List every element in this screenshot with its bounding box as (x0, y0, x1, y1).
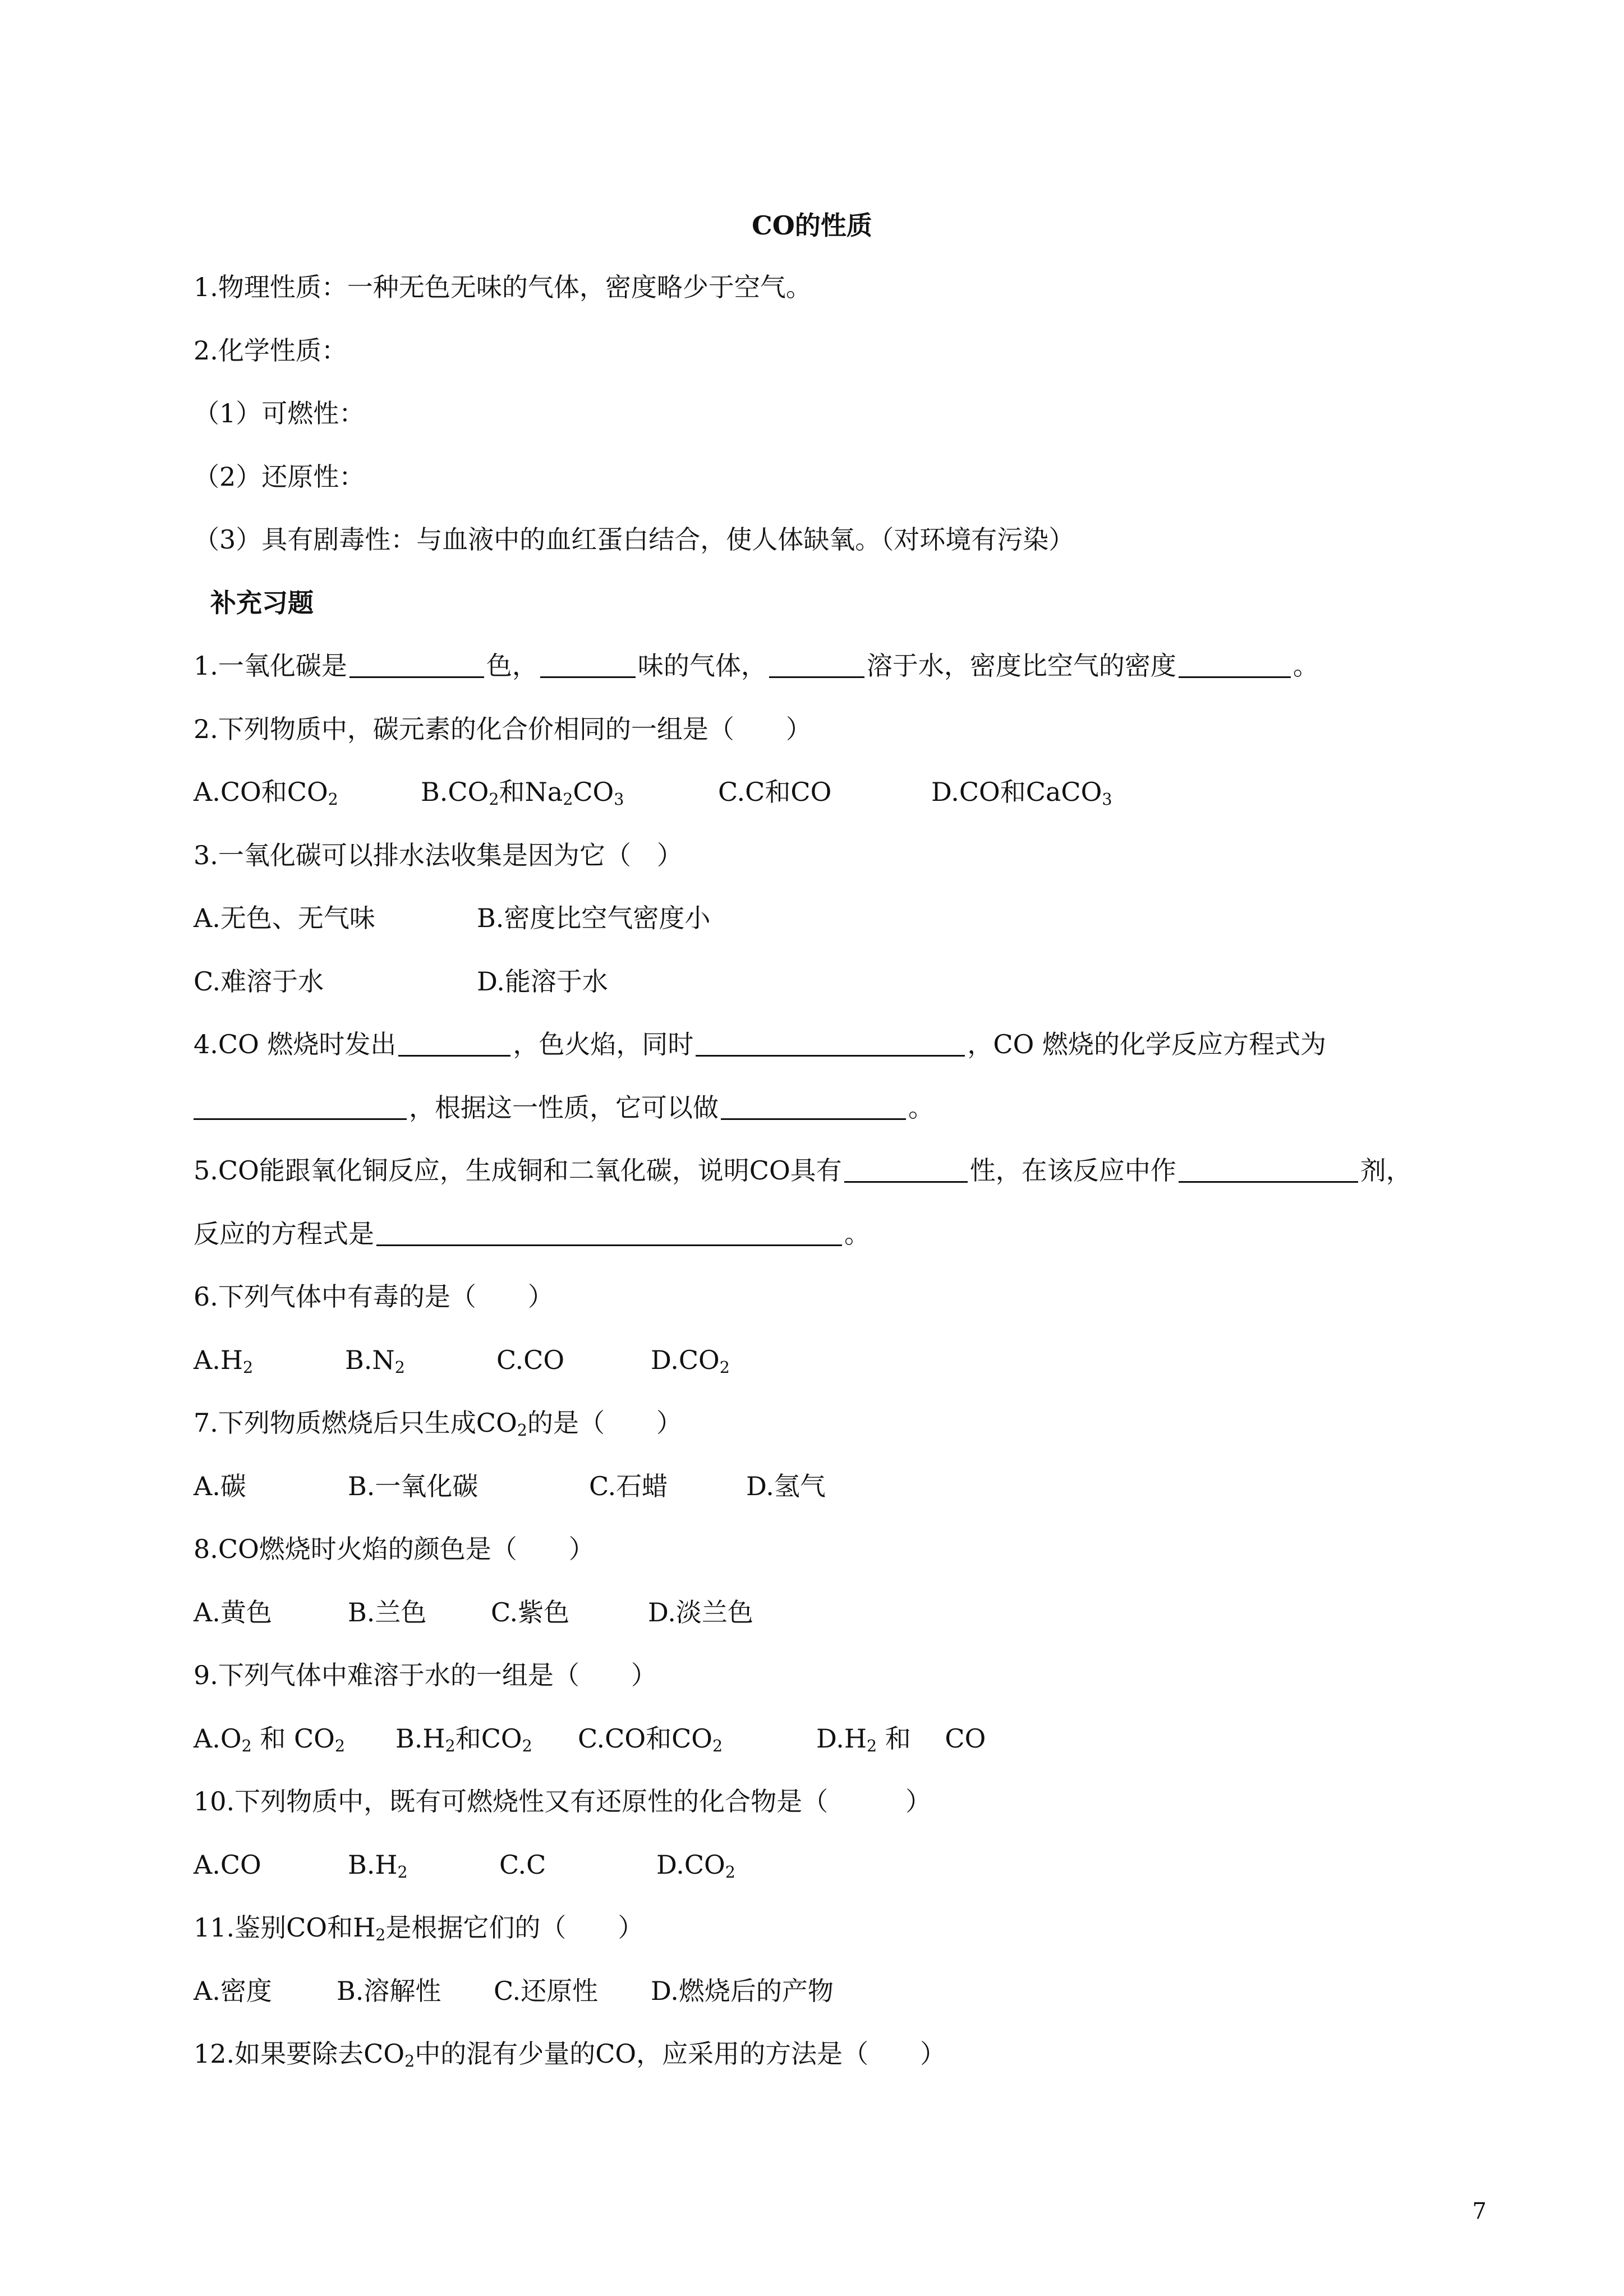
q7-option-a: A.碳 (194, 1471, 246, 1501)
q3-option-a: A.无色、无气味 (194, 903, 375, 933)
q3-option-d: D.能溶于水 (477, 966, 608, 997)
q6-option-c: C.CO (496, 1345, 565, 1375)
q10-option-a: A.CO (194, 1850, 261, 1880)
q11-option-b: B.溶解性 (337, 1976, 441, 2006)
q3-option-b: B.密度比空气密度小 (477, 903, 711, 933)
q5-text-d: 反应的方程式是 (194, 1219, 374, 1249)
q2-option-a: A.CO和$CO_2$ (194, 777, 338, 809)
q4-text-e: 。 (908, 1092, 934, 1123)
q6-option-d: $D.CO_2$ (651, 1345, 730, 1377)
q1-blank-color[interactable] (349, 652, 484, 678)
q1-blank-solubility[interactable] (769, 652, 864, 678)
q10-option-d: $D.CO_2$ (656, 1850, 735, 1882)
question-3-stem: 3.一氧化碳可以排水法收集是因为它（ ） (194, 840, 683, 870)
q7-option-d: D.氢气 (746, 1471, 826, 1501)
q8-option-a: A.黄色 (194, 1597, 272, 1628)
question-6-stem: 6.下列气体中有毒的是（ ） (194, 1281, 554, 1312)
question-7-stem: 7.下列物质燃烧后只生成$CO_2$的是（ ） (194, 1408, 682, 1440)
question-3-options-cd (194, 965, 1489, 998)
q2-option-d: D.CO和CaCO$_3$ (931, 777, 1112, 809)
q1-text-d: 溶于水，密度比空气的密度 (866, 651, 1176, 681)
q5-text-b: 性，在该反应中作 (969, 1155, 1176, 1186)
q9-option-c: C.CO和$CO_2$ (578, 1723, 723, 1756)
q5-blank-equation[interactable] (376, 1220, 842, 1246)
q4-text-c: ，CO 燃烧的化学反应方程式为 (967, 1029, 1326, 1059)
q2-option-c: C.C和CO (718, 777, 832, 807)
flammability: （1）可燃性： (194, 398, 365, 428)
question-5-line-2 (194, 1217, 1489, 1251)
q4-text-a: 4.CO 燃烧时发出 (194, 1029, 397, 1059)
question-12-stem: 12.如果要除去$CO_2$中的混有少量的CO，应采用的方法是（ ） (194, 2039, 946, 2071)
question-11-options (194, 1974, 1489, 2008)
toxicity: （3）具有剧毒性：与血液中的血红蛋白结合，使人体缺氧。（对环境有污染） (194, 524, 1075, 555)
question-10-options (194, 1848, 1489, 1882)
q4-text-d: ，根据这一性质，它可以做 (409, 1092, 719, 1123)
q9-option-b: $B.H_2$和$CO_2$ (395, 1723, 532, 1756)
q1-text-c: 味的气体， (637, 651, 767, 681)
q3-option-c: C.难溶于水 (194, 966, 324, 997)
question-2-options (194, 775, 1489, 809)
q11-option-d: D.燃烧后的产物 (651, 1976, 834, 2006)
q5-blank-property[interactable] (844, 1156, 968, 1183)
question-4-line-2 (194, 1091, 1489, 1124)
q2-option-b: $B.CO_2$和$Na_2CO_3$ (421, 777, 624, 809)
question-1 (194, 649, 1489, 683)
physical-properties: 1.物理性质：一种无色无味的气体，密度略少于空气。 (194, 272, 812, 302)
q7-option-c: C.石蜡 (589, 1471, 668, 1501)
q1-text-b: 色， (486, 651, 538, 681)
q1-text-e: 。 (1292, 651, 1319, 681)
q8-option-c: C.紫色 (491, 1597, 570, 1628)
question-4-line-1 (194, 1027, 1489, 1061)
question-8-options (194, 1596, 1489, 1629)
question-11-stem: 11.鉴别CO和$H_2$是根据它们的（ ） (194, 1912, 644, 1945)
q5-text-c: 剂， (1360, 1155, 1412, 1186)
q9-option-a: $A.O_2$ 和 $CO_2$ (194, 1723, 346, 1756)
q6-option-a: $A.H_2$ (194, 1345, 254, 1377)
page-number: 7 (1472, 2198, 1487, 2224)
question-2-stem: 2.下列物质中，碳元素的化合价相同的一组是（ ） (194, 714, 812, 744)
question-9-options (194, 1722, 1489, 1755)
q4-blank-equation[interactable] (194, 1094, 407, 1120)
q5-blank-agent[interactable] (1179, 1156, 1358, 1183)
question-5-line-1 (194, 1154, 1489, 1187)
q10-option-b: $B.H_2$ (348, 1850, 408, 1882)
q4-blank-use[interactable] (721, 1094, 906, 1120)
q5-text-e: 。 (844, 1219, 870, 1249)
question-9-stem: 9.下列气体中难溶于水的一组是（ ） (194, 1660, 657, 1690)
q1-text-a: 1.一氧化碳是 (194, 651, 347, 681)
q1-blank-density[interactable] (1179, 652, 1291, 678)
q8-option-d: D.淡兰色 (648, 1597, 753, 1628)
q1-blank-smell[interactable] (540, 652, 636, 678)
q5-text-a: 5.CO能跟氧化铜反应，生成铜和二氧化碳，说明CO具有 (194, 1155, 842, 1186)
q4-blank-product[interactable] (696, 1030, 965, 1057)
q10-option-c: C.C (499, 1850, 546, 1880)
question-8-stem: 8.CO燃烧时火焰的颜色是（ ） (194, 1534, 595, 1564)
question-7-options (194, 1469, 1489, 1503)
q4-text-b: ，色火焰，同时 (513, 1029, 694, 1059)
q8-option-b: B.兰色 (348, 1597, 427, 1628)
q4-blank-light[interactable] (398, 1030, 510, 1057)
exercise-heading: 补充习题 (210, 588, 314, 618)
q11-option-a: A.密度 (194, 1976, 272, 2006)
chemical-properties: 2.化学性质： (194, 335, 347, 366)
q7-option-b: B.一氧化碳 (348, 1471, 479, 1501)
reducibility: （2）还原性： (194, 462, 365, 492)
q6-option-b: $B.N_2$ (345, 1345, 405, 1377)
question-10-stem: 10.下列物质中，既有可燃烧性又有还原性的化合物是（ ） (194, 1786, 932, 1816)
page-title: CO的性质 (752, 210, 872, 241)
question-6-options (194, 1343, 1489, 1377)
q11-option-c: C.还原性 (494, 1976, 599, 2006)
q9-option-d: $D.H_2$ 和 CO (816, 1723, 986, 1756)
question-3-options-ab (194, 901, 1489, 935)
